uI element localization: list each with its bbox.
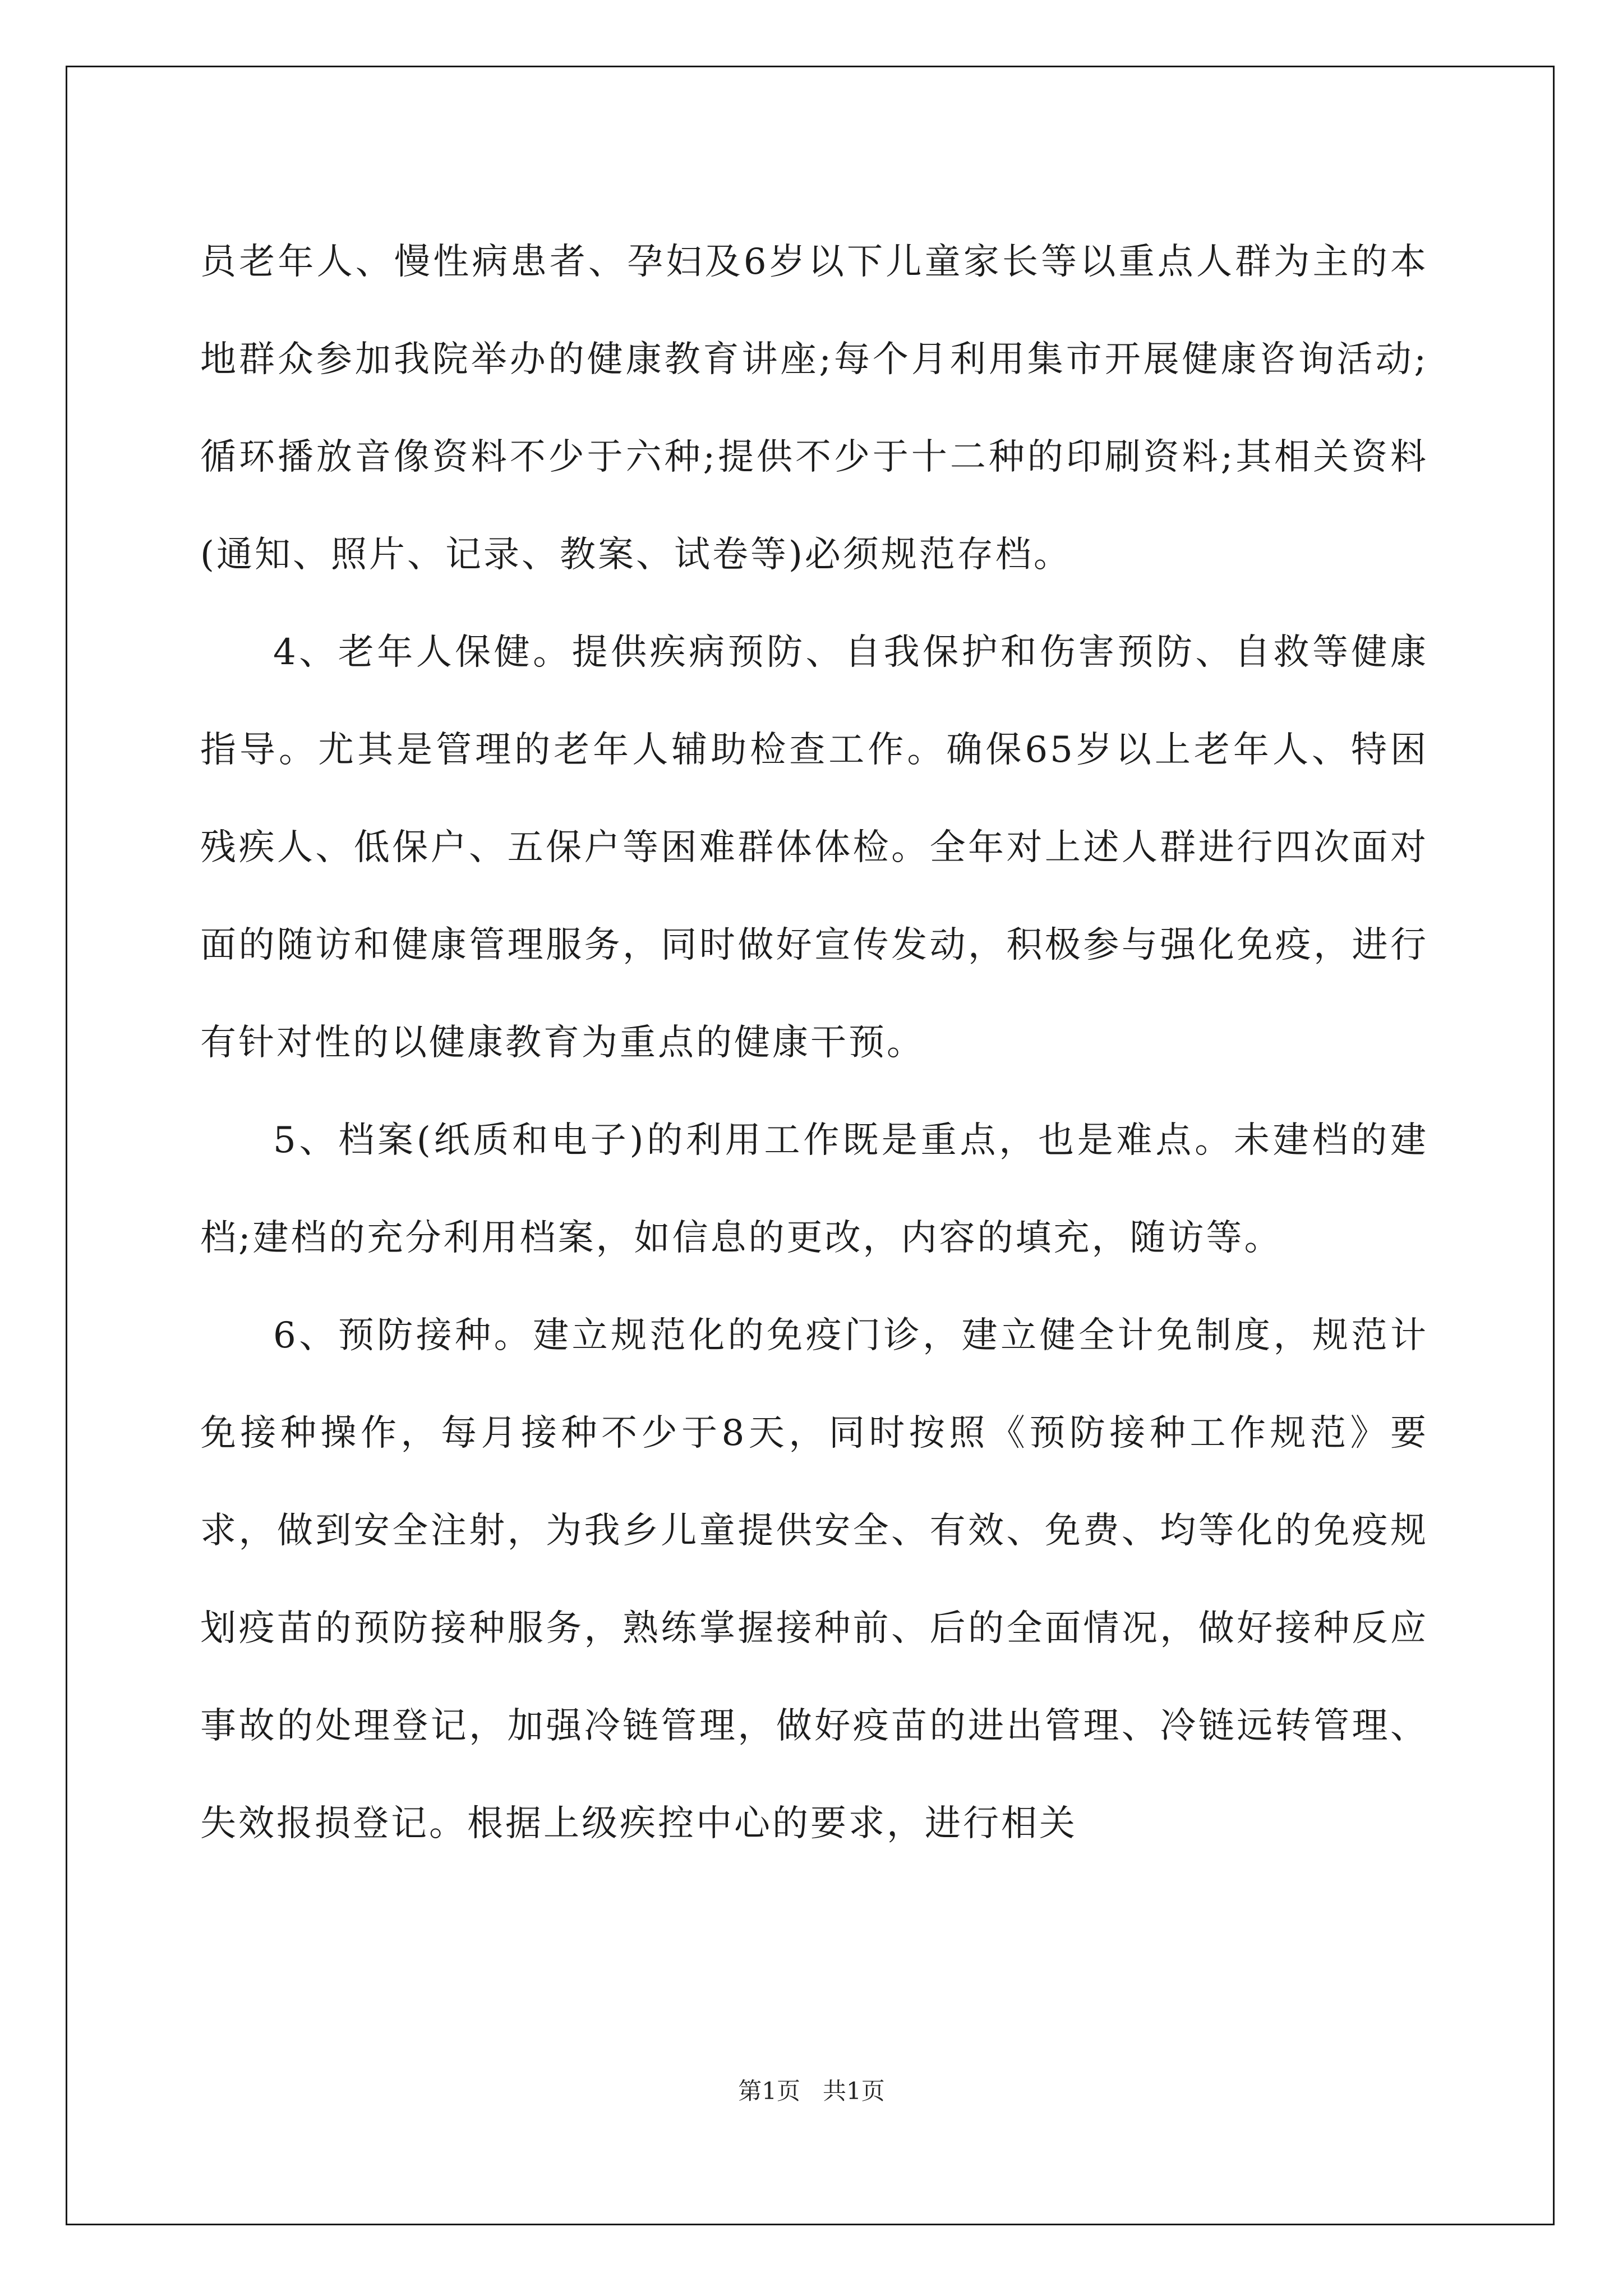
paragraph-4: 6、预防接种。建立规范化的免疫门诊，建立健全计免制度，规范计免接种操作，每月接种不少于8天，同时按照《预防接种工作规范》要求，做到安全注射，为我乡儿童提供安全、有效、免费、均等化的免疫规划疫苗的预防接种服务，熟练掌握接种前、后的全面情况，做好接种反应事故的处理登记，加强冷链管理，做好疫苗的进出管理、冷链远转管理、失效报损登记。根据上级疾控中心的要求，进行相关 [200,1315,1428,1844]
paragraph-1: 员老年人、慢性病患者、孕妇及6岁以下儿童家长等以重点人群为主的本地群众参加我院举办的健康教育讲座;每个月利用集市开展健康咨询活动;循环播放音像资料不少于六种;提供不少于十二种的印刷资料;其相关资料(通知、照片、记录、教案、试卷等)必须规范存档。 [200,241,1428,576]
page-footer: 第1页 共1页 [738,2077,885,2105]
paragraph-2: 4、老年人保健。提供疾病预防、自我保护和伤害预防、自救等健康指导。尤其是管理的老年人辅助检查工作。确保65岁以上老年人、特困残疾人、低保户、五保户等困难群体体检。全年对上述人群进行四次面对面的随访和健康管理服务，同时做好宣传发动，积极参与强化免疫，进行有针对性的以健康教育为重点的健康干预。 [200,632,1428,1064]
paragraph-3: 5、档案(纸质和电子)的利用工作既是重点，也是难点。未建档的建档;建档的充分利用档案，如信息的更改，内容的填充，随访等。 [200,1120,1428,1259]
document-body [200,213,1428,1872]
